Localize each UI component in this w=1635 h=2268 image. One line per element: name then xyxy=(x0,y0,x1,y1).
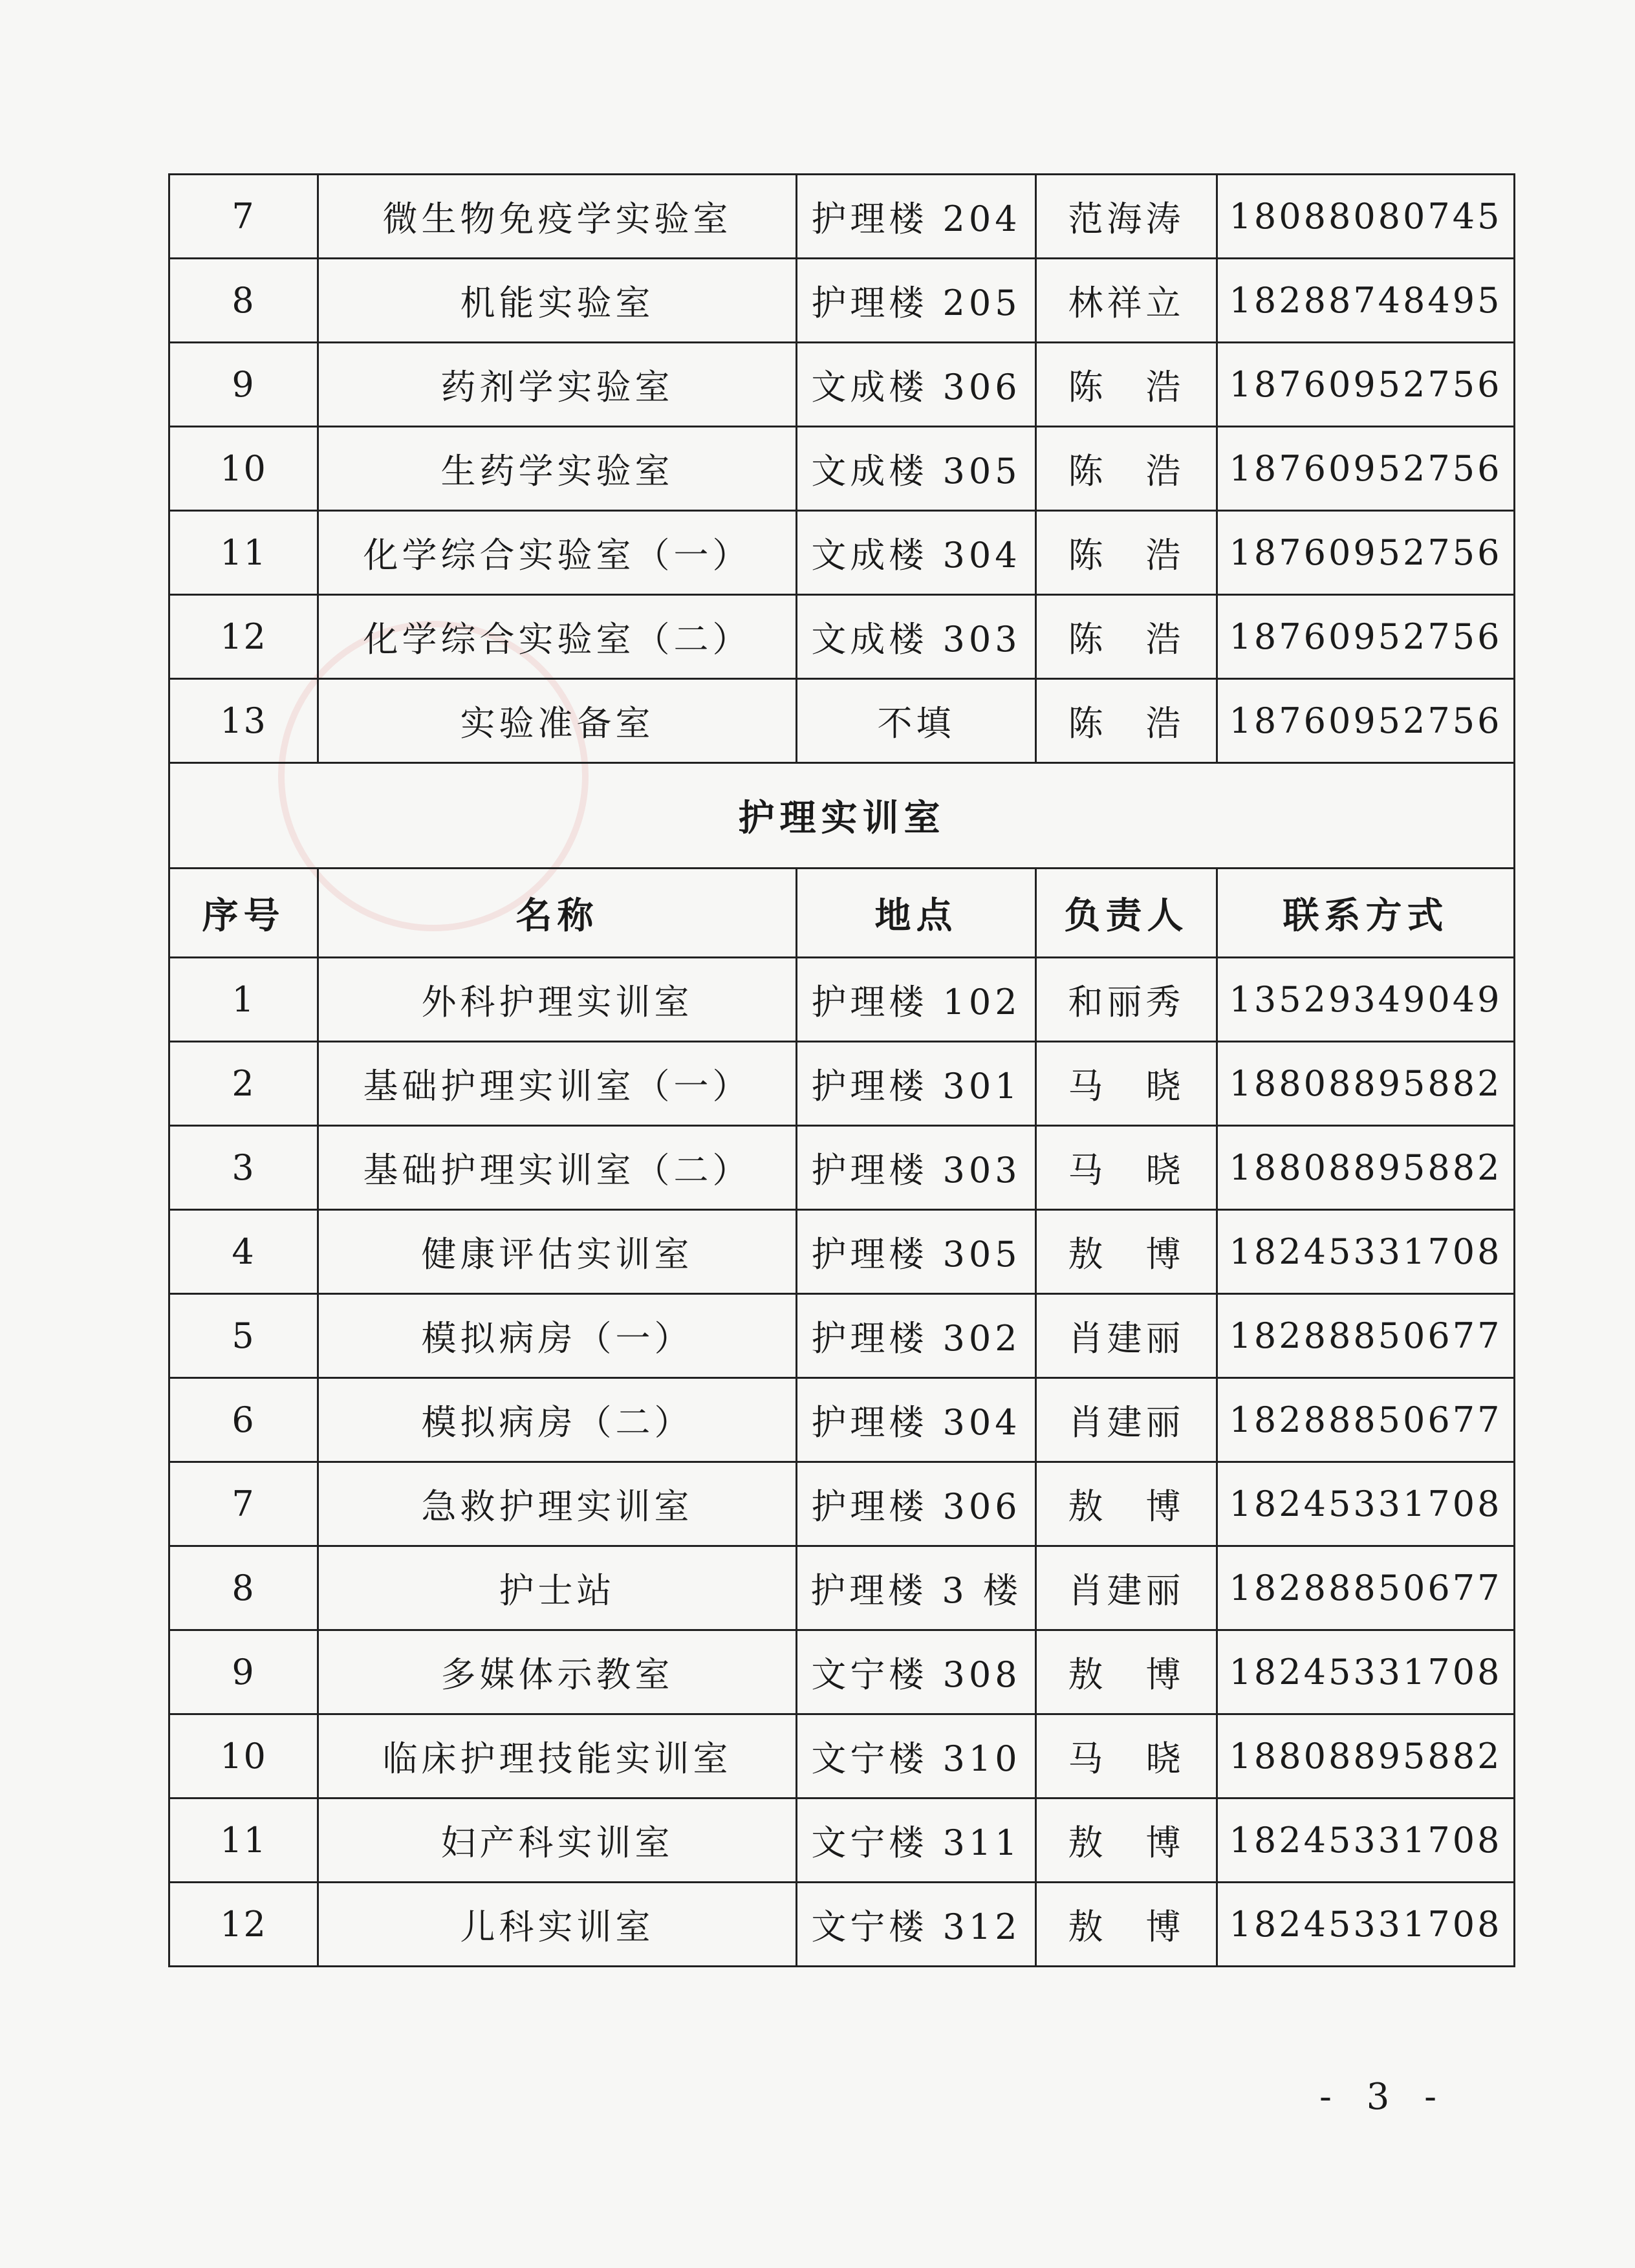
room-name: 实验准备室 xyxy=(318,679,797,763)
row-number: 10 xyxy=(169,427,318,511)
row-number: 2 xyxy=(169,1042,318,1126)
room-location: 文成楼 303 xyxy=(797,595,1036,679)
row-number: 4 xyxy=(169,1210,318,1294)
table-row xyxy=(169,1462,1515,1546)
room-name: 急救护理实训室 xyxy=(318,1462,797,1546)
room-name: 药剂学实验室 xyxy=(318,343,797,427)
row-number: 13 xyxy=(169,679,318,763)
row-number: 8 xyxy=(169,259,318,343)
person-in-charge: 陈 浩 xyxy=(1036,427,1217,511)
person-in-charge: 范海涛 xyxy=(1036,175,1217,259)
contact-phone: 18808895882 xyxy=(1217,1714,1515,1798)
room-name: 多媒体示教室 xyxy=(318,1630,797,1714)
contact-phone: 18760952756 xyxy=(1217,595,1515,679)
table-row xyxy=(169,511,1515,595)
row-number: 8 xyxy=(169,1546,318,1630)
row-number: 7 xyxy=(169,175,318,259)
room-name: 模拟病房（一） xyxy=(318,1294,797,1378)
person-in-charge: 马 晓 xyxy=(1036,1126,1217,1210)
person-in-charge: 肖建丽 xyxy=(1036,1378,1217,1462)
table-row xyxy=(169,595,1515,679)
table-row xyxy=(169,1630,1515,1714)
person-in-charge: 林祥立 xyxy=(1036,259,1217,343)
page-number: - 3 - xyxy=(1319,2076,1449,2118)
person-in-charge: 敖 博 xyxy=(1036,1883,1217,1967)
room-name: 儿科实训室 xyxy=(318,1883,797,1967)
room-location: 不填 xyxy=(797,679,1036,763)
person-in-charge: 肖建丽 xyxy=(1036,1546,1217,1630)
row-number: 7 xyxy=(169,1462,318,1546)
person-in-charge: 肖建丽 xyxy=(1036,1294,1217,1378)
room-name: 健康评估实训室 xyxy=(318,1210,797,1294)
table-row xyxy=(169,1126,1515,1210)
room-name: 微生物免疫学实验室 xyxy=(318,175,797,259)
contact-phone: 18088080745 xyxy=(1217,175,1515,259)
contact-phone: 18288850677 xyxy=(1217,1294,1515,1378)
table-row xyxy=(169,1210,1515,1294)
facility-table xyxy=(168,173,1515,1967)
contact-phone: 18245331708 xyxy=(1217,1462,1515,1546)
header-name: 名称 xyxy=(318,869,797,958)
room-location: 文宁楼 310 xyxy=(797,1714,1036,1798)
person-in-charge: 敖 博 xyxy=(1036,1462,1217,1546)
room-location: 护理楼 304 xyxy=(797,1378,1036,1462)
person-in-charge: 马 晓 xyxy=(1036,1042,1217,1126)
contact-phone: 18245331708 xyxy=(1217,1798,1515,1883)
room-location: 护理楼 102 xyxy=(797,958,1036,1042)
row-number: 5 xyxy=(169,1294,318,1378)
table-row xyxy=(169,1714,1515,1798)
room-location: 护理楼 205 xyxy=(797,259,1036,343)
header-no: 序号 xyxy=(169,869,318,958)
room-location: 护理楼 302 xyxy=(797,1294,1036,1378)
person-in-charge: 和丽秀 xyxy=(1036,958,1217,1042)
table-row xyxy=(169,1378,1515,1462)
contact-phone: 13529349049 xyxy=(1217,958,1515,1042)
contact-phone: 18760952756 xyxy=(1217,511,1515,595)
table-row xyxy=(169,1294,1515,1378)
table-row xyxy=(169,259,1515,343)
contact-phone: 18245331708 xyxy=(1217,1883,1515,1967)
row-number: 9 xyxy=(169,343,318,427)
contact-phone: 18760952756 xyxy=(1217,343,1515,427)
room-name: 妇产科实训室 xyxy=(318,1798,797,1883)
room-name: 生药学实验室 xyxy=(318,427,797,511)
row-number: 12 xyxy=(169,1883,318,1967)
room-location: 护理楼 305 xyxy=(797,1210,1036,1294)
person-in-charge: 陈 浩 xyxy=(1036,343,1217,427)
table-row xyxy=(169,1042,1515,1126)
room-location: 护理楼 301 xyxy=(797,1042,1036,1126)
room-name: 基础护理实训室（二） xyxy=(318,1126,797,1210)
person-in-charge: 敖 博 xyxy=(1036,1210,1217,1294)
section-title: 护理实训室 xyxy=(169,763,1515,869)
room-location: 文成楼 304 xyxy=(797,511,1036,595)
room-name: 护士站 xyxy=(318,1546,797,1630)
contact-phone: 18288748495 xyxy=(1217,259,1515,343)
room-location: 护理楼 204 xyxy=(797,175,1036,259)
room-name: 临床护理技能实训室 xyxy=(318,1714,797,1798)
contact-phone: 18288850677 xyxy=(1217,1546,1515,1630)
row-number: 11 xyxy=(169,1798,318,1883)
room-name: 基础护理实训室（一） xyxy=(318,1042,797,1126)
section-row xyxy=(169,763,1515,869)
table-row xyxy=(169,1883,1515,1967)
row-number: 9 xyxy=(169,1630,318,1714)
room-name: 机能实验室 xyxy=(318,259,797,343)
header-person: 负责人 xyxy=(1036,869,1217,958)
room-location: 文成楼 305 xyxy=(797,427,1036,511)
room-name: 模拟病房（二） xyxy=(318,1378,797,1462)
person-in-charge: 马 晓 xyxy=(1036,1714,1217,1798)
header-contact: 联系方式 xyxy=(1217,869,1515,958)
room-name: 外科护理实训室 xyxy=(318,958,797,1042)
table-row xyxy=(169,958,1515,1042)
contact-phone: 18760952756 xyxy=(1217,427,1515,511)
row-number: 11 xyxy=(169,511,318,595)
table-row xyxy=(169,1798,1515,1883)
room-location: 文宁楼 308 xyxy=(797,1630,1036,1714)
contact-phone: 18245331708 xyxy=(1217,1210,1515,1294)
header-row xyxy=(169,869,1515,958)
room-location: 护理楼 303 xyxy=(797,1126,1036,1210)
contact-phone: 18808895882 xyxy=(1217,1042,1515,1126)
table-row xyxy=(169,427,1515,511)
contact-phone: 18808895882 xyxy=(1217,1126,1515,1210)
room-location: 文成楼 306 xyxy=(797,343,1036,427)
table-row xyxy=(169,1546,1515,1630)
room-name: 化学综合实验室（二） xyxy=(318,595,797,679)
room-location: 护理楼 306 xyxy=(797,1462,1036,1546)
table-row xyxy=(169,679,1515,763)
row-number: 6 xyxy=(169,1378,318,1462)
row-number: 1 xyxy=(169,958,318,1042)
room-location: 护理楼 3 楼 xyxy=(797,1546,1036,1630)
contact-phone: 18288850677 xyxy=(1217,1378,1515,1462)
row-number: 3 xyxy=(169,1126,318,1210)
person-in-charge: 敖 博 xyxy=(1036,1630,1217,1714)
room-name: 化学综合实验室（一） xyxy=(318,511,797,595)
person-in-charge: 陈 浩 xyxy=(1036,595,1217,679)
contact-phone: 18245331708 xyxy=(1217,1630,1515,1714)
person-in-charge: 陈 浩 xyxy=(1036,679,1217,763)
table-row xyxy=(169,343,1515,427)
person-in-charge: 陈 浩 xyxy=(1036,511,1217,595)
person-in-charge: 敖 博 xyxy=(1036,1798,1217,1883)
room-location: 文宁楼 312 xyxy=(797,1883,1036,1967)
row-number: 12 xyxy=(169,595,318,679)
header-location: 地点 xyxy=(797,869,1036,958)
row-number: 10 xyxy=(169,1714,318,1798)
contact-phone: 18760952756 xyxy=(1217,679,1515,763)
room-location: 文宁楼 311 xyxy=(797,1798,1036,1883)
table-row xyxy=(169,175,1515,259)
